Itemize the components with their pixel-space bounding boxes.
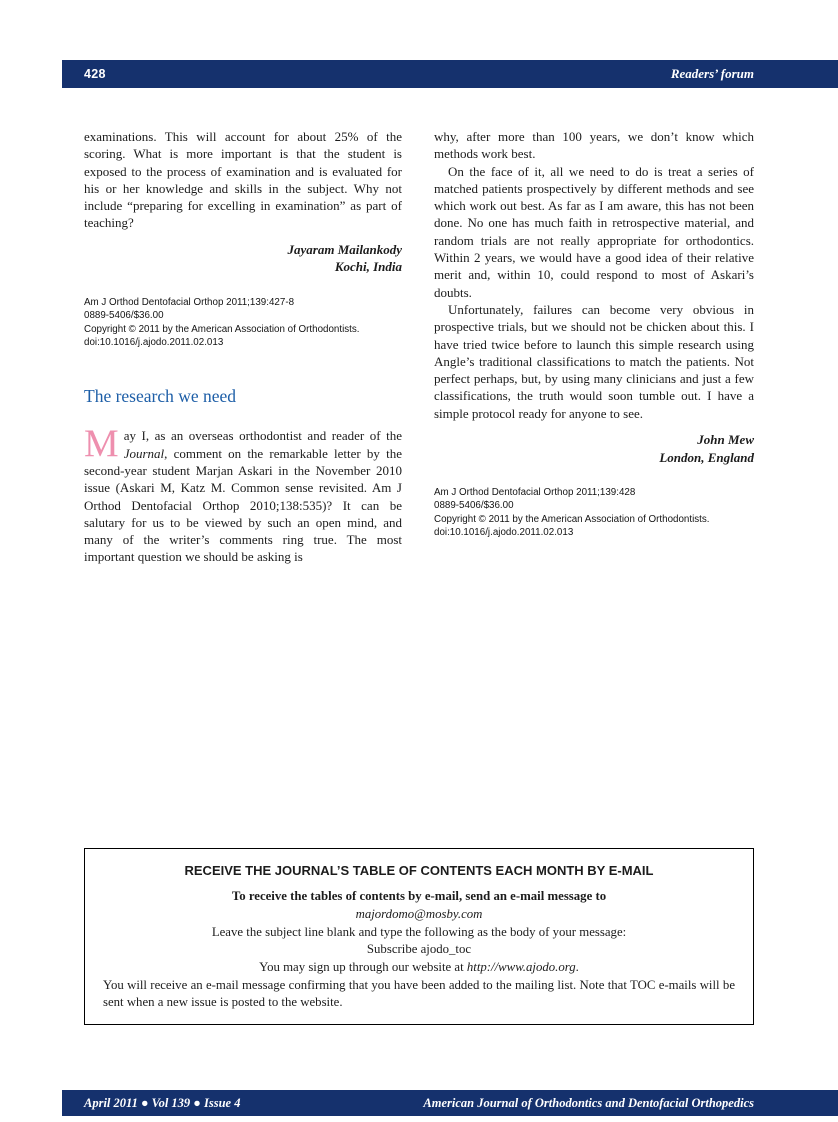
toc-subscribe-command: Subscribe ajodo_toc: [366, 942, 472, 957]
toc-website-text: You may sign up through our website at: [259, 960, 467, 975]
citation-line: doi:10.1016/j.ajodo.2011.02.013: [84, 337, 224, 348]
paragraph: Unfortunately, failures can become very obvious in prospective trials, but we should not be chicken about this. I have tried twice before to launch this simple research using Angle’s traditional classifications to match the patients. Not perfect perhaps, but, by using many clinicians and just a few classifications, the truth would soon tumble out. I have a simple protocol ready for anyone to see.: [434, 301, 754, 421]
paragraph: On the face of it, all we need to do is treat a series of matched patients prospectively by different methods and see which work out best. As far as I am aware, this has not been done. No one has much faith in retrospective material, and random trials are not really appropriate for orthodontics. Within 2 years, we would have a good idea of their relative merit and, within 10, could respond to most of Askari’s doubts.: [434, 163, 754, 300]
paragraph: why, after more than 100 years, we don’t know which methods work best.: [434, 129, 754, 162]
journal-name: American Journal of Orthodontics and Dentofacial Orthopedics: [423, 1095, 754, 1110]
letter-continuation-paragraph: examinations. This will account for about 25% of the scoring. What is more important is that the student is exposed to the process of examination and is evaluated for his or her knowledge and skills in the subject. Why not include “preparing for excelling in examination” as part of teaching?: [84, 129, 402, 231]
citation-line: 0889-5406/$36.00: [84, 310, 164, 322]
toc-email-address: majordomo@mosby.com: [355, 906, 483, 921]
paragraph-text: , comment on the remarkable letter by the second-year student Marjan Askari in the November 2010 issue (Askari M, Katz M. Common sense revisited. Am J Orthod Dentofacial Orthop 2010;138:535)? It can be salutary for us to be viewed by such an open mind, and many of the writer’s comments ring true. The most important question we should be asking is: [84, 445, 402, 565]
page-footer-bar: [62, 1090, 838, 1116]
dropcap-letter: M: [84, 422, 119, 466]
toc-website-text: .: [575, 960, 579, 975]
signature-name: John Mew: [697, 432, 754, 448]
toc-instruction-line: Leave the subject line blank and type the following as the body of your message:: [211, 924, 627, 939]
toc-instruction-line: To receive the tables of contents by e-mail, send an e-mail message to: [231, 889, 607, 903]
signature-location: Kochi, India: [334, 259, 402, 275]
toc-website-line: [97, 959, 741, 977]
toc-subscription-box: [84, 848, 754, 1025]
signature-name: Jayaram Mailankody: [287, 241, 402, 257]
left-column: [84, 128, 402, 566]
citation-line: Copyright © 2011 by the American Association of Orthodontists.: [434, 513, 710, 525]
page-header-bar: [62, 60, 838, 88]
citation-line: Copyright © 2011 by the American Association of Orthodontists.: [84, 323, 360, 335]
paragraph-text: ay I, as an overseas orthodontist and reader of the: [123, 428, 402, 444]
signature-block-left: [84, 241, 402, 276]
toc-box-title: RECEIVE THE JOURNAL’S TABLE OF CONTENTS EACH MONTH BY E-MAIL: [184, 863, 654, 878]
article-opening-paragraph: [84, 422, 402, 565]
citation-block-left: [84, 296, 402, 350]
section-title: Readers’ forum: [670, 66, 754, 81]
toc-confirmation-note: You will receive an e-mail message confirming that you have been added to the mailing list. Note that TOC e-mails will be sent when a new issue is posted to the website.: [103, 977, 735, 1010]
article-content: [84, 128, 754, 566]
article-title: The research we need: [84, 386, 237, 407]
page-number: 428: [84, 67, 106, 81]
toc-website-url: http://www.ajodo.org: [466, 960, 576, 975]
issue-info: April 2011 ● Vol 139 ● Issue 4: [84, 1095, 241, 1110]
signature-location: London, England: [659, 449, 754, 465]
citation-line: 0889-5406/$36.00: [434, 500, 514, 512]
signature-block-right: [434, 431, 754, 466]
citation-block-right: [434, 486, 754, 540]
journal-name-italic: Journal: [123, 445, 165, 461]
citation-line: doi:10.1016/j.ajodo.2011.02.013: [434, 527, 574, 539]
right-column: [434, 128, 754, 566]
citation-line: Am J Orthod Dentofacial Orthop 2011;139:428: [434, 487, 636, 499]
citation-line: Am J Orthod Dentofacial Orthop 2011;139:427-8: [84, 296, 295, 308]
